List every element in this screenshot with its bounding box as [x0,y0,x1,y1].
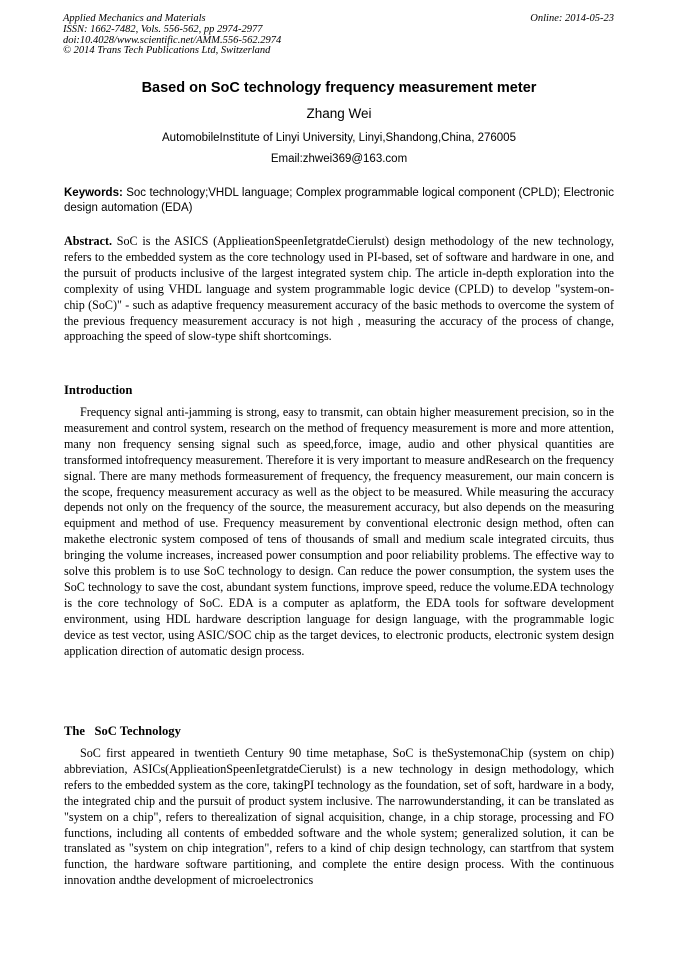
abstract-block [64,234,614,345]
abstract-label: Abstract. [64,234,113,248]
keywords-block [64,186,614,215]
copyright-line: © 2014 Trans Tech Publications Ltd, Switzerland [63,45,271,57]
author-affiliation: AutomobileInstitute of Linyi University, Linyi,Shandong,China, 276005 [162,132,516,144]
introduction-paragraph: Frequency signal anti-jamming is strong, easy to transmit, can obtain higher measurement precision, so in the measurement and control system, research on the method of frequency measurement is more and more attention, many non frequency sensing signal such as speed,force, image, audio and other physical quantities are transformed intofrequency measurement. Therefore it is very important to measure andResearch on the frequency signal. There are many methods formeasurement of frequency, the frequency measurement, our main concern is the scope, frequency measurement accuracy as well as the object to be measured. While measuring the accuracy depends not only on the frequency of the source, the measurement accuracy, but also depends on the measuring equipment and method of use. Frequency measurement by conventional electronic design method, often can makethe electronic system composed of tens of thousands of small and medium scale integrated circuits, thus bringing the volume increases, increased power consumption and poor reliability problems. The effective way to solve this problem is to use SoC technology to design. Can reduce the power consumption, the system uses the SoC technology to save the cost, abundant system functions, improve speed, reduce the volume.EDA technology is the core technology of SoC. EDA is a computer as aplatform, the EDA tools for software development environment, using HDL hardware description language for design language, with the programmable logic device as test vector, using ASIC/SOC chip as the target devices, to electronic products, electronic system design application direction of automatic design process. [64,405,614,658]
keywords-label: Keywords: [64,187,123,199]
author-name: Zhang Wei [306,106,372,121]
author-email: Email:zhwei369@163.com [270,153,408,165]
doi-line: doi:10.4028/www.scientific.net/AMM.556-562.2974 [63,34,282,46]
paper-title: Based on SoC technology frequency measurement meter [141,80,537,96]
journal-name: Applied Mechanics and Materials [63,13,206,24]
abstract-text: SoC is the ASICS (ApplieationSpeenIetgratdeCierulst) design methodology of the new technology, refers to the embedded system as the core technology used in PI-based, set of software and hardware in one, and the pursuit of products inclusive of the largest integrated system chip. The article in-depth exploration into the complexity of using VHDL language and system programmable logic device (CPLD) to develop "system-on-chip (SoC)" - such as adaptive frequency measurement accuracy of the basic methods to overcome the system of the previous frequency measurement accuracy is not high , measuring the accuracy of the process of change, approaching the speed of slow-type shift shortcomings. [64,234,614,344]
journal-header [63,14,281,57]
soc-technology-heading: The SoC Technology [64,724,181,738]
soc-technology-paragraph: SoC first appeared in twentieth Century 90 time metaphase, SoC is theSystemonaChip (system on chip) abbreviation, ASICs(ApplieationSpeenIetgratdeCierulst) is a new technology in design methodology, which refers to the embedded system as the core, takingPI technology as the foundation, set of soft, hardware in a body, the integrated chip and the pursuit of product system inclusive. The narrowunderstanding, it can be translated as "system on a chip", refers to therealization of signal acquisition, change, in a chip storage, processing and FO functions, including all contents of embedded software and the whole system; generalized solution, it can be translated as "system on chip integration", refers to a kind of chip design technology, can startfrom that system function, the hardware software partitioning, and complete the entire design process. With the continuous innovation andthe development of microelectronics [64,746,614,888]
issn-line: ISSN: 1662-7482, Vols. 556-562, pp 2974-2977 [63,23,263,35]
introduction-heading: Introduction [64,383,133,397]
keywords-text: Soc technology;VHDL language; Complex programmable logical component (CPLD); Electronic design automation (EDA) [64,187,614,214]
online-date: Online: 2014-05-23 [530,13,614,24]
